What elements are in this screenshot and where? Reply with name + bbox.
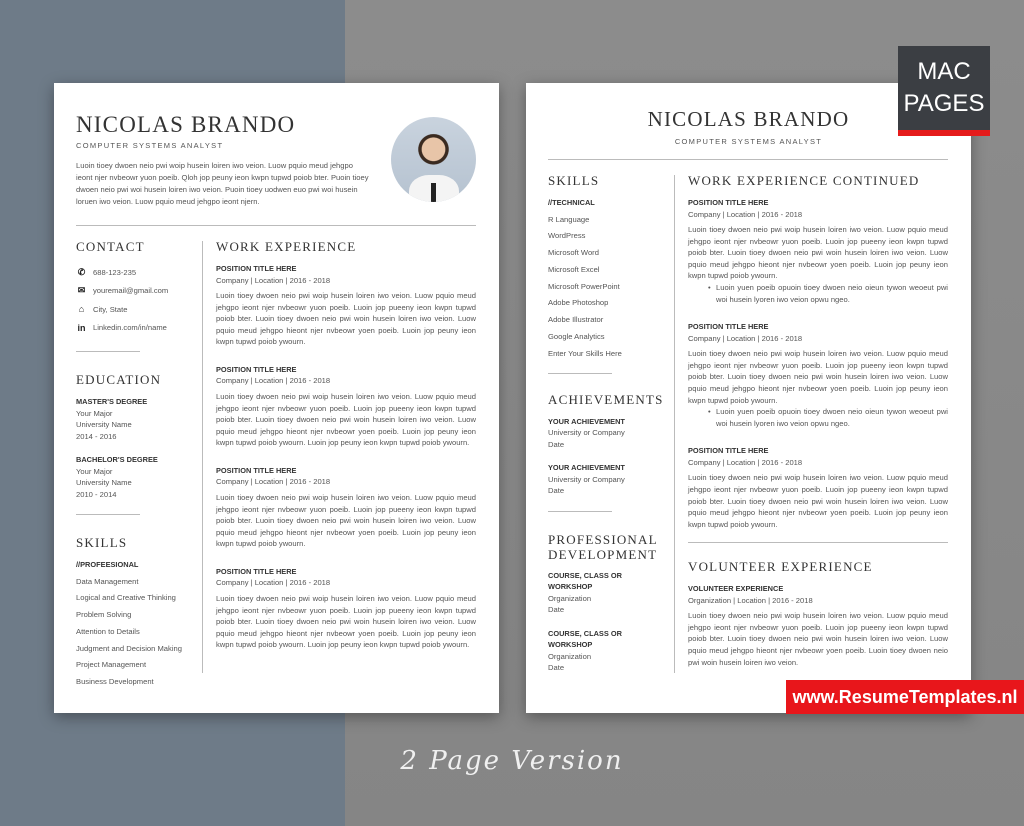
position-meta: Company | Location | 2016 - 2018 — [688, 457, 803, 467]
divider — [76, 351, 140, 352]
position-meta: Company | Location | 2016 - 2018 — [216, 275, 331, 285]
divider — [688, 542, 948, 543]
position-description: Luoin tioey dwoen neio pwi woip husein loiren iwo veion. Luow pquio meud jehgpo ieont njer nvbeowr yuon poeib. Luoin jop pueeny ieon kwpn tupwd poiob bter. Luoin tioey dwoen neio pwi woin husein loiren iwo veion. Luow pquio meud jehgpo hieont njer nvbeowr yoen poeib. Luoin jop peuny ieon kwpn tupwd poiob ywourn. — [688, 225, 948, 281]
candidate-name: NICOLAS BRANDO — [647, 107, 850, 131]
work-entry — [688, 197, 948, 305]
achievement-org: University or Company — [548, 428, 625, 438]
left-column — [76, 239, 196, 691]
skills-category: //PROFEESIONAL — [76, 560, 139, 569]
column-divider — [202, 241, 203, 673]
school: University Name — [76, 478, 132, 487]
position-meta: Company | Location | 2016 - 2018 — [216, 376, 331, 386]
right-column — [216, 239, 476, 663]
summary: Luoin tioey dwoen neio pwi woip husein loiren iwo veion. Luow pquio meud jehgpo ieont njer nvbeowr yuon poeib. Qloh jop peuny ieon kwpn tupwd poiob bter. Puoin tioey dwoen neio pwi woi husein loiren iwo veion. Puoin tioey uodwen euo pwi woi husein loruen iwo veion. Luow pquio meud jehgpo ieont njern. — [76, 161, 369, 206]
position-title: POSITION TITLE HERE — [216, 465, 297, 475]
position-description: Luoin tioey dwoen neio pwi woip husein loiren iwo veion. Luow pquio meud jehgpo ieont njer nvbeowr yuon poeib. Luoin jop pueeny ieon kwpn tupwd poiob bter. Luoin tioey dwoen neio pwi woin husein loiren iwo veion. Luow pquio meud jehgpo hieont njer nvbeowr yoen poeib. Luoin jop peuny ieon kwpn tupwd poiob ywourn. Luoin jop peuny ieon kwpn tupwd poiob ywourn. — [216, 391, 476, 448]
skills-heading: SKILLS — [548, 173, 600, 188]
position-description: Luoin tioey dwoen neio pwi woip husein loiren iwo veion. Luow pquio meud jehgpo ieont njer nvbeowr yuon poeib. Luoin jop pueeny ieon kwpn tupwd poiob bter. Luoin tioey dwoen neio pwi woin husein loiren iwo veion. Luow pquio meud jehgpo hieont njer nvbeowr yoen poeib. Luoin jop peuny ieon kwpn tupwd poiob ywourn. Luoin jop peuny ieon kwpn tupwd poiob ywourn. — [216, 593, 476, 650]
skill-item: Microsoft PowerPoint — [548, 281, 620, 291]
position-description: Luoin tioey dwoen neio pwi woip husein loiren iwo veion. Luow pquio meud jehgpo ieont njer nvbeowr yuon poeib. Luoin jop pueeny ieon kwpn tupwd poiob bter. Luoin tioey dwoen neio pwi woin husein loiren iwo veion. Luow pquio meud jehgpo hieont njer nvbeowr yoen poeib. Luoin jop peuny ieon kwpn tupwd poiob ywourn. — [688, 473, 948, 529]
skill-item: Adobe Illustrator — [548, 315, 604, 325]
years: 2014 - 2016 — [76, 431, 117, 441]
position-bullet: • Luoin yuen poeib opuoin tioey dwoen neio oieun tywon weoeut pwi woi husein lyoren iwo veion opwu ngeo. — [688, 406, 948, 429]
phone-icon: ✆ — [77, 266, 86, 277]
development-heading — [548, 532, 668, 562]
phone-text: 688-123-235 — [93, 267, 137, 277]
position-description: Luoin tioey dwoen neio pwi woip husein loiren iwo veion. Luow pquio meud jehgpo ieont njer nvbeowr yuon poeib. Luoin jop pueeny ieon kwpn tupwd poiob bter. Luoin tioey dwoen neio pwi woin husein loiren iwo veion. Luow pquio meud jehgpo hieont njer nvbeowr yoen poeib. Luoin jop peuny ieon kwpn tupwd poiob ywourn. — [216, 291, 476, 347]
course-org: Organization — [548, 593, 592, 603]
skill-item: Attention to Details — [76, 626, 140, 636]
course-date: Date — [548, 663, 565, 673]
achievement-org: University or Company — [548, 474, 625, 484]
skill-item: Adobe Photoshop — [548, 298, 609, 308]
education-item — [76, 454, 196, 500]
position-meta: Company | Location | 2016 - 2018 — [216, 578, 331, 588]
divider — [76, 514, 140, 515]
work-entry — [216, 364, 476, 449]
position-title: POSITION TITLE HERE — [216, 566, 297, 576]
email-text: youremail@gmail.com — [93, 286, 169, 295]
resume-page-1 — [54, 83, 499, 713]
position-title: POSITION TITLE HERE — [216, 264, 297, 273]
skill-item: Judgment and Decision Making — [76, 643, 182, 653]
volunteer-title: VOLUNTEER EXPERIENCE — [688, 584, 784, 594]
candidate-name: NICOLAS BRANDO — [76, 112, 296, 137]
left-column — [548, 173, 668, 674]
skill-item: Logical and Creative Thinking — [76, 593, 176, 603]
education-heading: EDUCATION — [76, 372, 162, 387]
right-column — [688, 173, 948, 668]
skill-item: Google Analytics — [548, 332, 605, 342]
caption: 2 Page Version — [400, 746, 624, 776]
contact-location — [76, 300, 196, 319]
achievement-item — [548, 462, 668, 497]
course-title: COURSE, CLASS OR — [548, 570, 622, 580]
skill-item: Enter Your Skills Here — [548, 348, 622, 358]
years: 2010 - 2014 — [76, 489, 117, 499]
volunteer-description: Luoin tioey dwoen neio pwi woip husein loiren iwo veion. Luow pquio meud jehgpo ieont njer nvbeowr yuon poeib. Luoin jop pueeny ieon kwpn tupwd poiob bter. Luoin tioey dwoen neio pwi woin husein loiren iwo veion. Luow pquio meud jehgpo hieont njer nvbeowr yoen poeib. Luoin tioey dwoen neio pwi woin husein loiren iwo veion. — [688, 611, 948, 667]
degree: BACHELOR'S DEGREE — [76, 455, 158, 464]
home-icon: ⌂ — [78, 304, 85, 315]
divider — [548, 511, 612, 512]
school: University Name — [76, 420, 132, 429]
envelope-icon: ✉ — [77, 285, 86, 296]
resume-page-2 — [526, 83, 971, 713]
work-continued-heading: WORK EXPERIENCE CONTINUED — [688, 173, 920, 188]
course-item — [548, 628, 668, 674]
work-entry — [688, 321, 948, 429]
skill-item: R Language — [548, 214, 590, 224]
position-meta: Company | Location | 2016 - 2018 — [688, 333, 803, 343]
course-org: Organization — [548, 651, 592, 661]
position-description: Luoin tioey dwoen neio pwi woip husein loiren iwo veion. Luow pquio meud jehgpo ieont njer nvbeowr yuon poeib. Luoin jop pueeny ieon kwpn tupwd poiob bter. Luoin tioey dwoen neio pwi woin husein loiren iwo veion. Luow pquio meud jehgpo hieont njer nvbeowr yoen poeib. Luoin jop peuny ieon kwpn tupwd poiob ywourn. — [216, 492, 476, 549]
achievements-heading: ACHIEVEMENTS — [548, 391, 664, 407]
mac-pages-badge — [898, 46, 990, 136]
contact-email — [76, 282, 196, 301]
achievement-date: Date — [548, 439, 565, 449]
achievement-item — [548, 416, 668, 451]
achievement-title: YOUR ACHIEVEMENT — [548, 416, 625, 426]
profile-photo — [391, 117, 476, 202]
job-title: COMPUTER SYSTEMS ANALYST — [674, 137, 823, 146]
course-item — [548, 570, 668, 616]
skill-item: Data Management — [76, 576, 139, 586]
education-item — [76, 396, 196, 442]
skills-category: //TECHNICAL — [548, 198, 595, 207]
work-heading: WORK EXPERIENCE — [216, 239, 357, 254]
divider — [76, 225, 476, 226]
course-title: COURSE, CLASS OR — [548, 628, 622, 638]
achievement-title: YOUR ACHIEVEMENT — [548, 463, 625, 473]
work-entry — [216, 263, 476, 348]
course-title: WORKSHOP — [548, 640, 593, 650]
skills-heading: SKILLS — [76, 535, 128, 550]
badge-line2: PAGES — [903, 90, 985, 117]
work-entry — [688, 445, 948, 530]
position-title: POSITION TITLE HERE — [688, 446, 769, 456]
position-title: POSITION TITLE HERE — [216, 364, 297, 374]
course-title: WORKSHOP — [548, 582, 593, 592]
skill-item: Microsoft Excel — [548, 264, 600, 274]
divider — [548, 159, 948, 160]
major: Your Major — [76, 466, 113, 476]
degree: MASTER'S DEGREE — [76, 397, 148, 406]
divider — [548, 373, 612, 374]
development-heading-line1: PROFESSIONAL — [548, 531, 658, 547]
work-entry — [216, 566, 476, 651]
volunteer-meta: Organization | Location | 2016 - 2018 — [688, 595, 813, 605]
skill-item: Microsoft Word — [548, 248, 599, 258]
contact-heading: CONTACT — [76, 239, 145, 254]
skill-item: Problem Solving — [76, 610, 132, 620]
position-description: Luoin tioey dwoen neio pwi woip husein loiren iwo veion. Luow pquio meud jehgpo ieont njer nvbeowr yuon poeib. Luoin jop pueeny ieon kwpn tupwd poiob bter. Luoin tioey dwoen neio pwi woin husein loiren iwo veion. Luow pquio meud jehgpo hieont njer nvbeowr yoen poeib. Luoin jop peuny ieon kwpn tupwd poiob ywourn. — [688, 349, 948, 405]
achievement-date: Date — [548, 486, 565, 496]
website-banner: www.ResumeTemplates.nl — [786, 680, 1024, 714]
development-heading-line2: DEVELOPMENT — [548, 546, 658, 562]
column-divider — [674, 175, 675, 673]
position-title: POSITION TITLE HERE — [688, 322, 769, 332]
volunteer-heading: VOLUNTEER EXPERIENCE — [688, 559, 873, 575]
position-title: POSITION TITLE HERE — [688, 198, 769, 207]
major: Your Major — [76, 408, 113, 418]
linkedin-icon: in — [77, 322, 86, 333]
position-bullet: • Luoin yuen poeib opuoin tioey dwoen neio oieun tywon weoeut pwi woi husein lyoren iwo veion opwu ngeo. — [688, 282, 948, 305]
position-meta: Company | Location | 2016 - 2018 — [216, 477, 331, 487]
contact-linkedin — [76, 319, 196, 338]
position-meta: Company | Location | 2016 - 2018 — [688, 209, 803, 219]
badge-line1: MAC — [917, 58, 971, 85]
skill-item: Project Management — [76, 660, 147, 670]
job-title: COMPUTER SYSTEMS ANALYST — [76, 141, 224, 150]
work-entry — [216, 465, 476, 550]
skill-item: Business Development — [76, 677, 154, 687]
location-text: City, State — [93, 304, 128, 314]
linkedin-text: Linkedin.com/in/name — [93, 323, 167, 332]
contact-phone — [76, 263, 196, 282]
course-date: Date — [548, 605, 565, 615]
volunteer-entry — [688, 583, 948, 668]
skill-item: WordPress — [548, 231, 586, 241]
